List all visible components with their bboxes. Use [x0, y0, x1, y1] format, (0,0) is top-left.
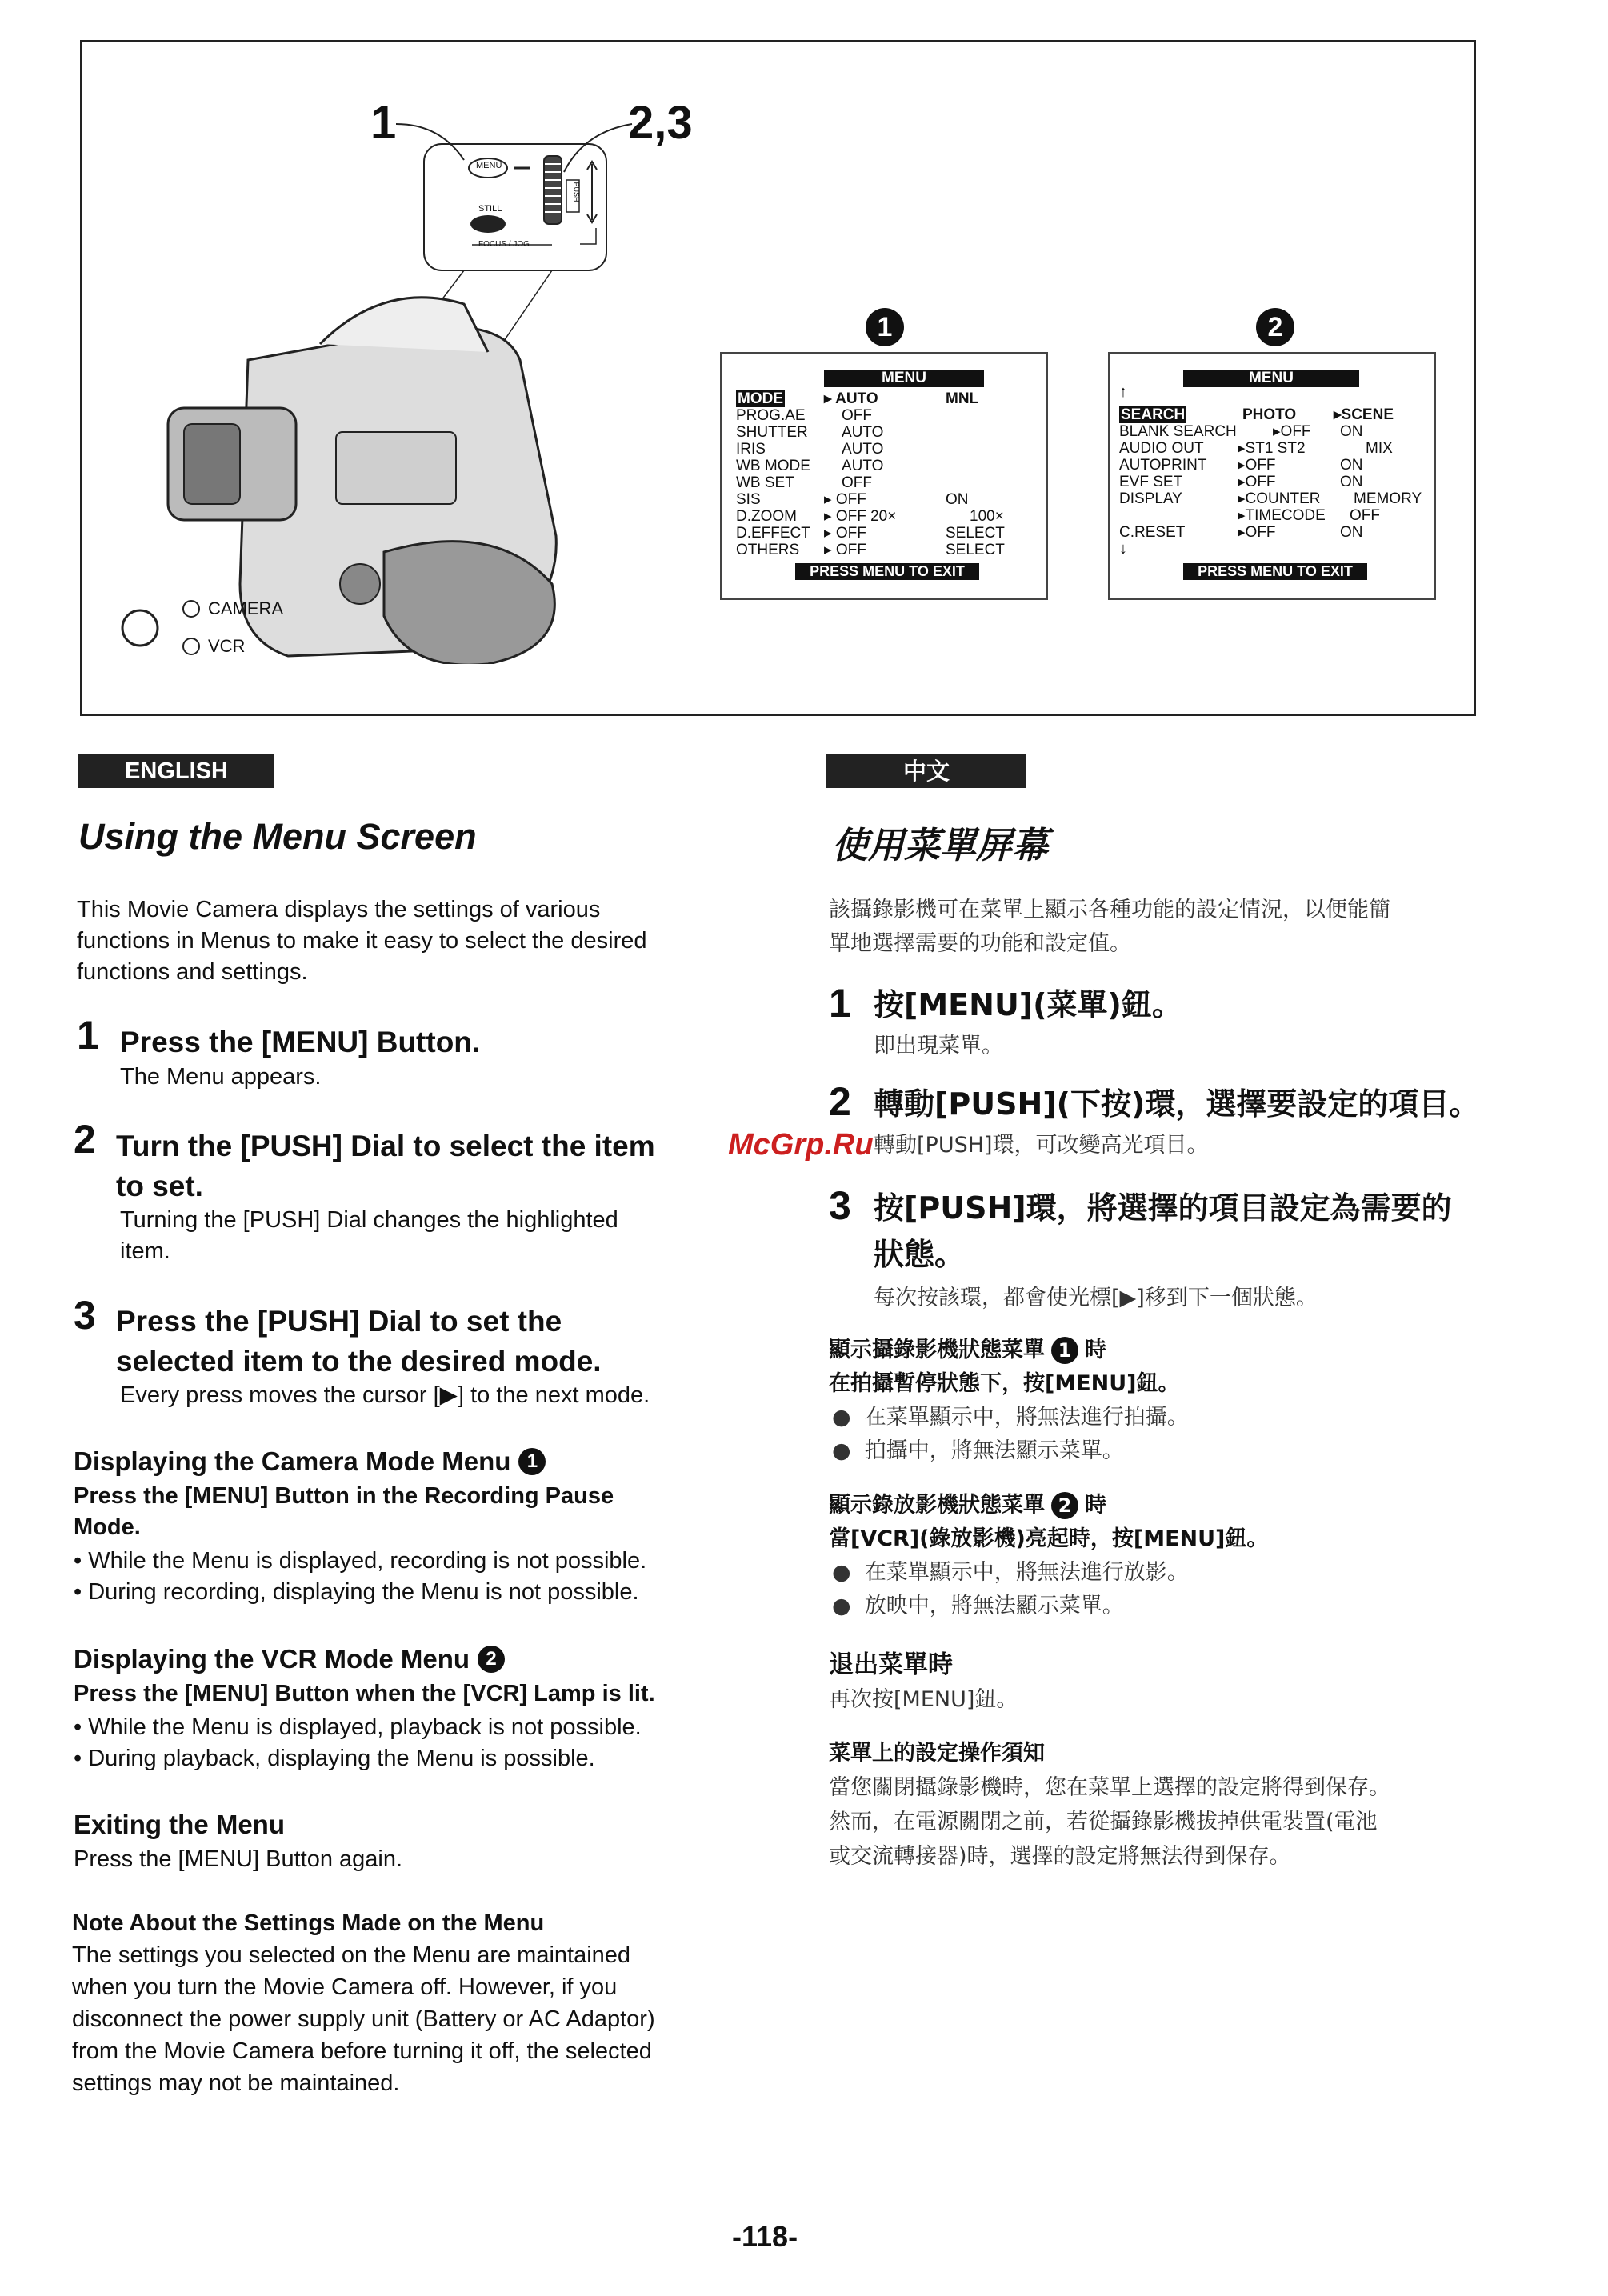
lamp-circle-icon [182, 638, 200, 655]
menu2-val: ▸OFF [1273, 423, 1311, 440]
callout-2-3: 2,3 [628, 97, 693, 149]
push-label: PUSH [572, 182, 581, 202]
menu2-val: ON [1340, 474, 1363, 490]
menu1-val: AUTO [842, 424, 884, 441]
intro-line: functions in Menus to make it easy to select the desired [77, 928, 647, 954]
vcr-mode-menu-panel [1108, 352, 1436, 600]
camera-menu-sub: Mode. [74, 1514, 141, 1540]
step-2-title-cont: to set. [116, 1170, 203, 1202]
scroll-up-icon: ↑ [1119, 383, 1127, 401]
menu1-val: OFF [842, 474, 872, 491]
zh-camera-menu-heading [829, 1334, 1106, 1366]
menu2-val: MIX [1366, 440, 1393, 457]
camera-mode-menu-panel [720, 352, 1048, 600]
menu2-row: C.RESET [1119, 524, 1186, 541]
menu2-val: ▸OFF [1238, 474, 1276, 490]
lamp-circle-icon [182, 600, 200, 618]
english-tab: ENGLISH [78, 754, 274, 788]
marker-1-icon: 1 [866, 308, 904, 346]
zh-bullet-item: ● 在菜單顯示中，將無法進行拍攝。 [832, 1405, 1189, 1430]
menu2-val: ON [1340, 524, 1363, 541]
note-title: Note About the Settings Made on the Menu [72, 1910, 545, 1936]
menu1-title: MENU [824, 370, 984, 387]
zh-camera-menu-suffix: 時 [1085, 1338, 1106, 1362]
step-3-title-cont: selected item to the desired mode. [116, 1345, 602, 1378]
exit-menu-desc: Press the [MENU] Button again. [74, 1846, 403, 1872]
zh-step-2-desc: 轉動[PUSH]環，可改變高光項目。 [874, 1133, 1209, 1158]
still-button-label: STILL [478, 204, 502, 214]
step-2-number: 2 [74, 1117, 96, 1162]
note-line: disconnect the power supply unit (Battery or AC Adaptor) [72, 2006, 655, 2032]
step-1-title: Press the [MENU] Button. [120, 1026, 481, 1058]
vcr-menu-sub: Press the [MENU] Button when the [VCR] Lamp is lit. [74, 1681, 655, 1706]
menu1-row: IRIS [736, 441, 766, 458]
camera-menu-sub: Press the [MENU] Button in the Recording Pause [74, 1483, 614, 1509]
zh-exit-title: 退出菜單時 [829, 1650, 953, 1679]
menu1-row: SIS [736, 491, 761, 508]
zh-vcr-menu-heading [829, 1490, 1106, 1522]
menu1-val: ▸ OFF 20× [824, 508, 897, 525]
menu-button-label: MENU [476, 161, 502, 170]
watermark: McGrp.Ru [728, 1128, 874, 1162]
zh-camera-menu-title: 顯示攝錄影機狀態菜單 [829, 1338, 1045, 1362]
vcr-lamp-label: VCR [208, 636, 246, 656]
step-3-desc: Every press moves the cursor [▶] to the next mode. [120, 1382, 650, 1408]
menu1-val: ON [946, 491, 969, 508]
note-line: settings may not be maintained. [72, 2070, 400, 2096]
zh-step-3-number: 3 [829, 1183, 851, 1228]
menu2-val: ▸OFF [1238, 524, 1276, 541]
menu1-val: SELECT [946, 525, 1005, 542]
zh-intro-line: 單地選擇需要的功能和設定值。 [829, 931, 1131, 956]
step-1-desc: The Menu appears. [120, 1064, 322, 1090]
menu1-val: ▸ OFF [824, 491, 866, 508]
chinese-tab: 中文 [826, 754, 1026, 788]
zh-step-2-title: 轉動[PUSH](下按)環，選擇要設定的項目。 [874, 1086, 1480, 1122]
mode-selector-icon [120, 604, 160, 652]
bullet-item: • During recording, displaying the Menu is not possible. [74, 1579, 639, 1605]
menu2-row: EVF SET [1119, 474, 1183, 490]
camera-lamp [182, 598, 283, 619]
menu1-row: OTHERS [736, 542, 800, 558]
menu1-val: ▸ OFF [824, 542, 866, 558]
step-3-number: 3 [74, 1293, 96, 1338]
note-line: from the Movie Camera before turning it off, the selected [72, 2038, 652, 2064]
menu2-val: ▸TIMECODE [1238, 507, 1326, 524]
marker-1-icon: 1 [1051, 1337, 1078, 1364]
zh-step-1-title: 按[MENU](菜單)鈕。 [874, 987, 1182, 1022]
zh-camera-menu-sub: 在拍攝暫停狀態下，按[MENU]鈕。 [829, 1371, 1180, 1396]
menu1-row: WB SET [736, 474, 794, 491]
marker-1-icon: 1 [518, 1448, 546, 1475]
note-line: when you turn the Movie Camera off. However, if you [72, 1974, 618, 2000]
zh-step-3-title-cont: 狀態。 [874, 1237, 966, 1272]
vcr-menu-heading [74, 1644, 505, 1674]
callout-1: 1 [370, 97, 397, 149]
marker-2-icon: 2 [1256, 308, 1294, 346]
zh-intro-line: 該攝錄影機可在菜單上顯示各種功能的設定情況，以便能簡 [829, 898, 1390, 922]
menu1-row: MODE [738, 390, 783, 407]
menu1-row: WB MODE [736, 458, 810, 474]
step-2-title: Turn the [PUSH] Dial to select the item [116, 1130, 655, 1162]
menu2-row: DISPLAY [1119, 490, 1182, 507]
focus-jog-label: FOCUS / JOG [478, 240, 530, 249]
bullet-item: • While the Menu is displayed, recording is not possible. [74, 1548, 647, 1574]
menu1-val: OFF [842, 407, 872, 424]
page-title: Using the Menu Screen [78, 816, 477, 857]
zh-step-3-title: 按[PUSH]環，將選擇的項目設定為需要的 [874, 1190, 1452, 1226]
menu2-row: AUDIO OUT [1119, 440, 1204, 457]
menu1-val: ▸ AUTO [824, 390, 878, 407]
menu2-val: PHOTO [1242, 406, 1297, 423]
menu2-row: BLANK SEARCH [1119, 423, 1237, 440]
vcr-menu-title: Displaying the VCR Mode Menu [74, 1644, 470, 1674]
menu1-exit-banner: PRESS MENU TO EXIT [795, 563, 979, 580]
zh-vcr-menu-suffix: 時 [1085, 1493, 1106, 1518]
menu2-val: ▸OFF [1238, 457, 1276, 474]
zh-note-title: 菜單上的設定操作須知 [829, 1741, 1045, 1766]
menu2-row: AUTOPRINT [1119, 457, 1207, 474]
menu2-val: OFF [1350, 507, 1380, 524]
bullet-item: • During playback, displaying the Menu is possible. [74, 1746, 595, 1771]
menu1-val: SELECT [946, 542, 1005, 558]
menu1-row: PROG.AE [736, 407, 806, 424]
camera-menu-title: Displaying the Camera Mode Menu [74, 1446, 511, 1476]
menu1-row: SHUTTER [736, 424, 808, 441]
marker-2-icon: 2 [478, 1646, 505, 1673]
zh-step-1-number: 1 [829, 981, 851, 1026]
camera-menu-heading [74, 1446, 546, 1477]
vcr-lamp [182, 636, 245, 657]
zh-bullet-item: ● 在菜單顯示中，將無法進行放影。 [832, 1560, 1189, 1585]
step-3-title: Press the [PUSH] Dial to set the [116, 1305, 562, 1338]
zh-exit-desc: 再次按[MENU]鈕。 [829, 1687, 1018, 1712]
menu1-val: AUTO [842, 458, 884, 474]
step-2-desc: Turning the [PUSH] Dial changes the highlighted [120, 1207, 618, 1233]
exit-menu-title: Exiting the Menu [74, 1810, 285, 1839]
menu2-title: MENU [1183, 370, 1359, 387]
note-line: The settings you selected on the Menu are maintained [72, 1942, 631, 1968]
menu1-val: AUTO [842, 441, 884, 458]
step-2-desc: item. [120, 1238, 170, 1264]
menu1-val: MNL [946, 390, 979, 407]
menu2-val: ON [1340, 423, 1363, 440]
menu2-val: ON [1340, 457, 1363, 474]
intro-line: functions and settings. [77, 959, 308, 985]
zh-step-1-desc: 即出現菜單。 [874, 1034, 1003, 1058]
zh-step-2-number: 2 [829, 1079, 851, 1124]
chinese-title: 使用菜單屏幕 [832, 824, 1049, 866]
zh-vcr-menu-title: 顯示錄放影機狀態菜單 [829, 1493, 1045, 1518]
intro-line: This Movie Camera displays the settings of various [77, 897, 601, 922]
menu2-val: MEMORY [1354, 490, 1422, 507]
scroll-down-icon: ↓ [1119, 540, 1127, 558]
zh-note-line: 當您關閉攝錄影機時，您在菜單上選擇的設定將得到保存。 [829, 1775, 1390, 1800]
menu1-row: D.ZOOM [736, 508, 797, 525]
zh-vcr-menu-sub: 當[VCR](錄放影機)亮起時，按[MENU]鈕。 [829, 1526, 1269, 1551]
zh-note-line: 然而，在電源關閉之前，若從攝錄影機拔掉供電裝置(電池 [829, 1810, 1378, 1834]
menu1-val: ▸ OFF [824, 525, 866, 542]
bullet-item: • While the Menu is displayed, playback is not possible. [74, 1714, 642, 1740]
camera-illustration [120, 88, 648, 664]
menu2-exit-banner: PRESS MENU TO EXIT [1183, 563, 1367, 580]
page-number: -118- [732, 2220, 798, 2253]
camera-lamp-label: CAMERA [208, 598, 284, 618]
menu1-row: D.EFFECT [736, 525, 810, 542]
zh-bullet-item: ● 放映中，將無法顯示菜單。 [832, 1594, 1124, 1618]
zh-note-line: 或交流轉接器)時，選擇的設定將無法得到保存。 [829, 1844, 1291, 1869]
zh-bullet-item: ● 拍攝中，將無法顯示菜單。 [832, 1438, 1124, 1463]
menu2-row: SEARCH [1121, 406, 1186, 423]
menu2-val: ▸COUNTER [1238, 490, 1321, 507]
marker-2-icon: 2 [1051, 1492, 1078, 1519]
step-1-number: 1 [77, 1013, 99, 1058]
menu2-val: ▸SCENE [1334, 406, 1394, 423]
zh-step-3-desc: 每次按該環，都會使光標[▶]移到下一個狀態。 [874, 1286, 1318, 1310]
menu1-val: 100× [970, 508, 1004, 525]
menu2-val: ▸ST1 ST2 [1238, 440, 1306, 457]
